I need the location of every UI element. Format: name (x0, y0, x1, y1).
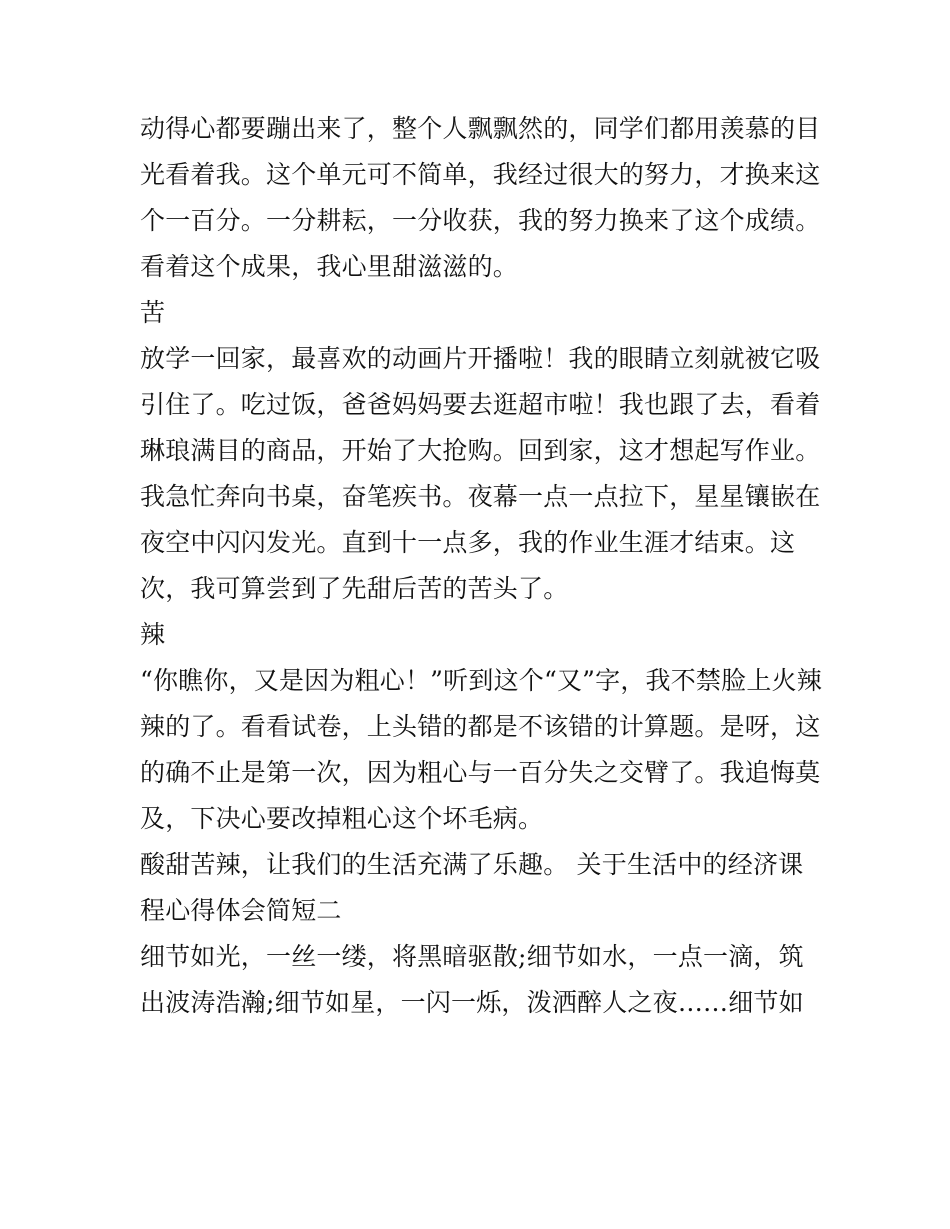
section-heading-spicy: 辣 (140, 620, 166, 649)
text-line: 看着这个成果，我心里甜滋滋的。 (140, 252, 519, 281)
section-heading-bitter: 苦 (140, 298, 166, 327)
text-line: 夜空中闪闪发光。直到十一点多，我的作业生涯才结束。这 (140, 528, 796, 557)
text-line: 动得心都要蹦出来了，整个人飘飘然的，同学们都用羡慕的目 (140, 114, 821, 143)
text-line: 细节如光，一丝一缕，将黑暗驱散;细节如水，一点一滴，筑 (140, 942, 804, 971)
section-title-line: 程心得体会简短二 (140, 896, 342, 925)
text-line: 次，我可算尝到了先甜后苦的苦头了。 (140, 574, 569, 603)
text-line: 出波涛浩瀚;细节如星，一闪一烁，泼洒醉人之夜……细节如 (140, 988, 804, 1017)
text-line: 辣的了。看看试卷，上头错的都是不该错的计算题。是呀，这 (140, 712, 821, 741)
text-line: 放学一回家，最喜欢的动画片开播啦！我的眼睛立刻就被它吸 (140, 344, 821, 373)
text-line: “你瞧你，又是因为粗心！”听到这个“又”字，我不禁脸上火辣 (140, 666, 822, 695)
document-body (140, 106, 820, 1026)
text-line: 光看着我。这个单元可不简单，我经过很大的努力，才换来这 (140, 160, 821, 189)
text-line: 我急忙奔向书桌，奋笔疾书。夜幕一点一点拉下，星星镶嵌在 (140, 482, 821, 511)
text-line: 及，下决心要改掉粗心这个坏毛病。 (140, 804, 544, 833)
text-line: 酸甜苦辣，让我们的生活充满了乐趣。 关于生活中的经济课 (140, 850, 804, 879)
text-line: 的确不止是第一次，因为粗心与一百分失之交臂了。我追悔莫 (140, 758, 821, 787)
text-line: 个一百分。一分耕耘，一分收获，我的努力换来了这个成绩。 (140, 206, 821, 235)
text-line: 引住了。吃过饭，爸爸妈妈要去逛超市啦！我也跟了去，看着 (140, 390, 821, 419)
text-line: 琳琅满目的商品，开始了大抢购。回到家，这才想起写作业。 (140, 436, 821, 465)
